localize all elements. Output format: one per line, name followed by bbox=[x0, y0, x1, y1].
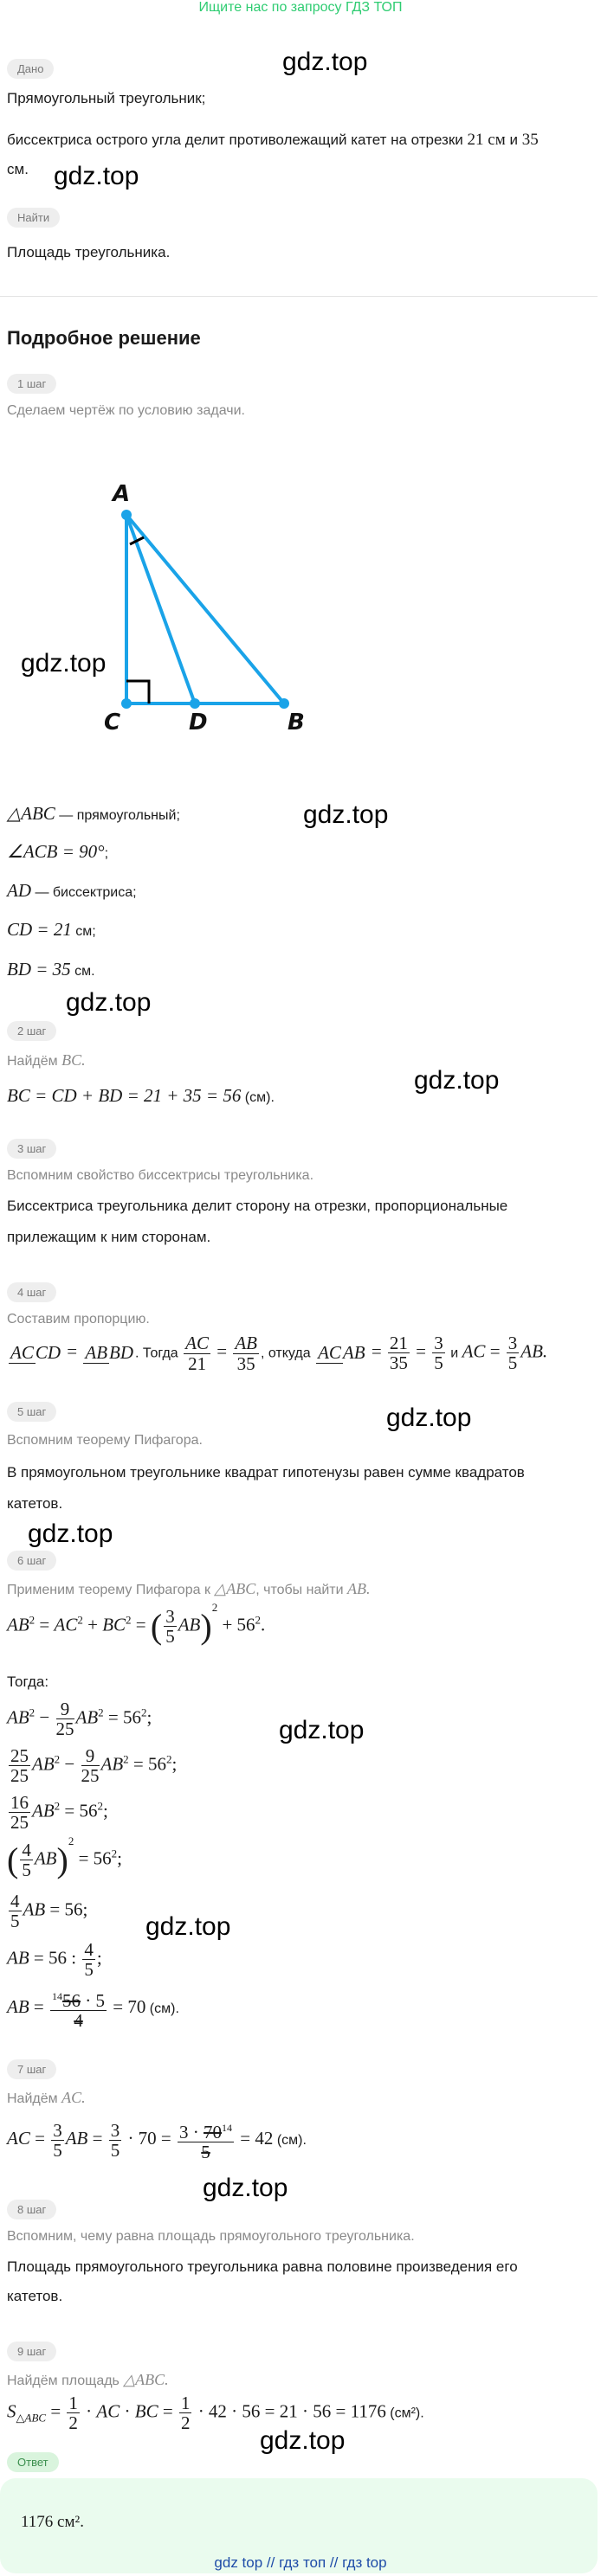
divider bbox=[0, 296, 598, 297]
step-2-label: 2 шаг bbox=[7, 1021, 56, 1041]
watermark: gdz.top bbox=[28, 1519, 113, 1548]
step-5-hint: Вспомним теорему Пифагора. bbox=[7, 1433, 203, 1448]
watermark: gdz.top bbox=[260, 2426, 346, 2455]
step-6-eq-6: AB = 56 : $\frac{4}{5}$ ; bbox=[7, 1939, 102, 1980]
point-d bbox=[190, 698, 200, 709]
step-4-label: 4 шаг bbox=[7, 1282, 56, 1302]
watermark: gdz.top bbox=[414, 1066, 500, 1095]
step-9-equation: $S_{\triangle ABC}$ = $\frac{1}{2}$ · AC · BC = $\frac{1}{2}$ · 42 · 56 = 21 · 56 = 1176 (см²). bbox=[7, 2393, 424, 2433]
step-1-hint: Сделаем чертёж по условию задачи. bbox=[7, 403, 245, 418]
fraction: $\frac{3}{5}$ bbox=[507, 1333, 518, 1373]
given-line-2-end: см. bbox=[7, 161, 29, 177]
fraction: $\frac{AC}{21}$ bbox=[185, 1333, 209, 1374]
step-6-eq-7: AB = $\frac{^{14}56 \cdot 5}{4}$ = 70 (см). bbox=[7, 1987, 179, 2030]
equation: BC = CD + BD = 21 + 35 = 56 bbox=[7, 1085, 242, 1106]
fraction: $\frac{AB}{35}$ bbox=[235, 1333, 257, 1374]
step-6-pythagoras: $AB^2 = AC^2 + BC^2$ = ( $\frac{3}{5}$ $AB)^2 + 56^2$. bbox=[7, 1601, 266, 1647]
watermark: gdz.top bbox=[282, 48, 368, 76]
watermark: gdz.top bbox=[66, 988, 152, 1017]
triangle-figure bbox=[87, 472, 320, 740]
eq-sign: = bbox=[416, 1340, 427, 1362]
step-3-label: 3 шаг bbox=[7, 1139, 56, 1159]
fact-text: см; bbox=[71, 924, 96, 939]
search-hint-link[interactable]: Ищите нас по запросу ГДЗ ТОП bbox=[198, 0, 403, 15]
bisector-ad bbox=[126, 515, 195, 703]
given-text: биссектриса острого угла делит противолежащий катет на отрезки bbox=[7, 132, 468, 148]
step-6-then: Тогда: bbox=[7, 1673, 49, 1690]
footer-links[interactable]: gdz top // гдз топ // гдз top bbox=[214, 2554, 387, 2571]
step-6-hint: Применим теорему Пифагора к △ABC, чтобы найти AB. bbox=[7, 1580, 371, 1597]
answer-label: Ответ bbox=[7, 2452, 59, 2472]
given-line-2 bbox=[7, 130, 599, 151]
segment-2: 35 bbox=[521, 131, 539, 149]
step-4-hint: Составим пропорцию. bbox=[7, 1312, 150, 1327]
point-c bbox=[121, 698, 132, 709]
fact-text: см. bbox=[70, 964, 95, 979]
step-2-equation bbox=[7, 1085, 275, 1107]
eq-sign: = bbox=[371, 1340, 382, 1362]
fact-text: — биссектриса; bbox=[31, 885, 137, 900]
eq-sign: = bbox=[216, 1340, 228, 1362]
fact-4 bbox=[7, 919, 96, 941]
fact-text: — прямоугольный; bbox=[55, 808, 180, 823]
fact-2 bbox=[7, 841, 108, 863]
fact-1 bbox=[7, 803, 180, 825]
given-label: Дано bbox=[7, 59, 54, 79]
label-b: B bbox=[288, 710, 305, 736]
watermark: gdz.top bbox=[21, 649, 107, 678]
point-a bbox=[121, 510, 132, 520]
point-b bbox=[279, 698, 289, 709]
watermark: gdz.top bbox=[54, 162, 139, 190]
find-label: Найти bbox=[7, 208, 60, 228]
whence-text: , откуда bbox=[260, 1346, 315, 1361]
watermark: gdz.top bbox=[203, 2174, 288, 2202]
step-6-label: 6 шаг bbox=[7, 1551, 56, 1571]
fact-5 bbox=[7, 959, 95, 980]
fact-3 bbox=[7, 880, 137, 902]
fraction: ABBD bbox=[85, 1342, 134, 1363]
step-8-text-1: Площадь прямоугольного треугольника равна половине произведения его bbox=[7, 2258, 518, 2275]
then-text: . Тогда bbox=[135, 1346, 183, 1361]
hint-math: BC. bbox=[61, 1051, 86, 1069]
step-6-eq-3: $\frac{16}{25}$ $AB^2 = 56^2$; bbox=[10, 1792, 108, 1833]
step-8-label: 8 шаг bbox=[7, 2200, 56, 2219]
step-6-eq-4: ( $\frac{4}{5}$ $AB)^2 = 56^2$; bbox=[7, 1834, 122, 1880]
hint-text: Найдём bbox=[7, 1054, 62, 1069]
label-a: A bbox=[113, 481, 131, 507]
unit: (см). bbox=[241, 1090, 275, 1105]
step-8-hint: Вспомним, чему равна площадь прямоугольного треугольника. bbox=[7, 2229, 415, 2244]
step-7-equation: AC = $\frac{3}{5}$ AB = $\frac{3}{5}$ · 70 = $\frac{3 \cdot 70^{14}}{5}$ = 42 (см). bbox=[7, 2119, 307, 2162]
eq-sign: = bbox=[67, 1340, 78, 1362]
step-3-text-1: Биссектриса треугольника делит сторону на отрезки, пропорциональные bbox=[7, 1198, 508, 1214]
step-1-label: 1 шаг bbox=[7, 374, 56, 394]
fraction: $\frac{3}{5}$ bbox=[434, 1333, 443, 1373]
step-3-text-2: прилежащим к ним сторонам. bbox=[7, 1229, 211, 1245]
step-7-hint: Найдём AC. bbox=[7, 2089, 86, 2106]
watermark: gdz.top bbox=[279, 1716, 365, 1744]
step-5-text-1: В прямоугольном треугольнике квадрат гипотенузы равен сумме квадратов bbox=[7, 1464, 525, 1481]
step-6-eq-5: $\frac{4}{5}$ AB = 56; bbox=[10, 1891, 88, 1931]
given-and: и bbox=[505, 132, 522, 148]
step-6-eq-2: $\frac{25}{25}$ $AB^2$ − $\frac{9}{25}$ $AB^2 = 56^2$; bbox=[10, 1745, 178, 1786]
step-2-hint bbox=[7, 1051, 86, 1070]
step-6-eq-1: $AB^2$ − $\frac{9}{25}$ $AB^2 = 56^2$; bbox=[7, 1699, 152, 1739]
fact-math: BD = 35 bbox=[7, 959, 71, 980]
find-text: Площадь треугольника. bbox=[7, 244, 171, 260]
step-9-hint: Найдём площадь △ABC. bbox=[7, 2371, 169, 2388]
step-7-label: 7 шаг bbox=[7, 2059, 56, 2079]
segment-1: 21 см bbox=[467, 131, 506, 149]
fact-text: ; bbox=[104, 846, 109, 861]
watermark: gdz.top bbox=[145, 1912, 231, 1941]
answer-value: 1176 см². bbox=[21, 2513, 84, 2531]
fact-math: CD = 21 bbox=[7, 919, 72, 940]
step-4-proportion: ACCD = ABBD . Тогда $\frac{AC}{21}$ = $\frac{AB}{35}$ , откуда ACAB = $\frac{21}{35}$ = $\frac{3}{5}$ и AC = $\frac{3}{5}$ AB. bbox=[10, 1333, 548, 1374]
label-d: D bbox=[189, 710, 208, 736]
fraction: $\frac{21}{35}$ bbox=[389, 1333, 408, 1373]
fraction: ACAB bbox=[318, 1342, 365, 1363]
step-5-text-2: катетов. bbox=[7, 1495, 63, 1512]
fraction: ACCD bbox=[10, 1342, 61, 1363]
given-line-1: Прямоугольный треугольник; bbox=[7, 90, 206, 106]
eq-sign: = bbox=[489, 1340, 501, 1362]
step-9-label: 9 шаг bbox=[7, 2342, 56, 2361]
and-text: и bbox=[446, 1346, 462, 1361]
label-c: C bbox=[104, 710, 121, 736]
fact-math: △ABC bbox=[7, 803, 55, 824]
watermark: gdz.top bbox=[303, 800, 389, 829]
step-3-hint: Вспомним свойство биссектрисы треугольника. bbox=[7, 1168, 314, 1183]
step-5-label: 5 шаг bbox=[7, 1402, 56, 1422]
watermark: gdz.top bbox=[386, 1404, 472, 1432]
fact-math: ∠ACB = 90° bbox=[7, 841, 105, 862]
step-8-text-2: катетов. bbox=[7, 2288, 63, 2304]
fact-math: AD bbox=[7, 880, 31, 901]
side-ab bbox=[126, 515, 284, 703]
solution-title: Подробное решение bbox=[7, 327, 201, 349]
